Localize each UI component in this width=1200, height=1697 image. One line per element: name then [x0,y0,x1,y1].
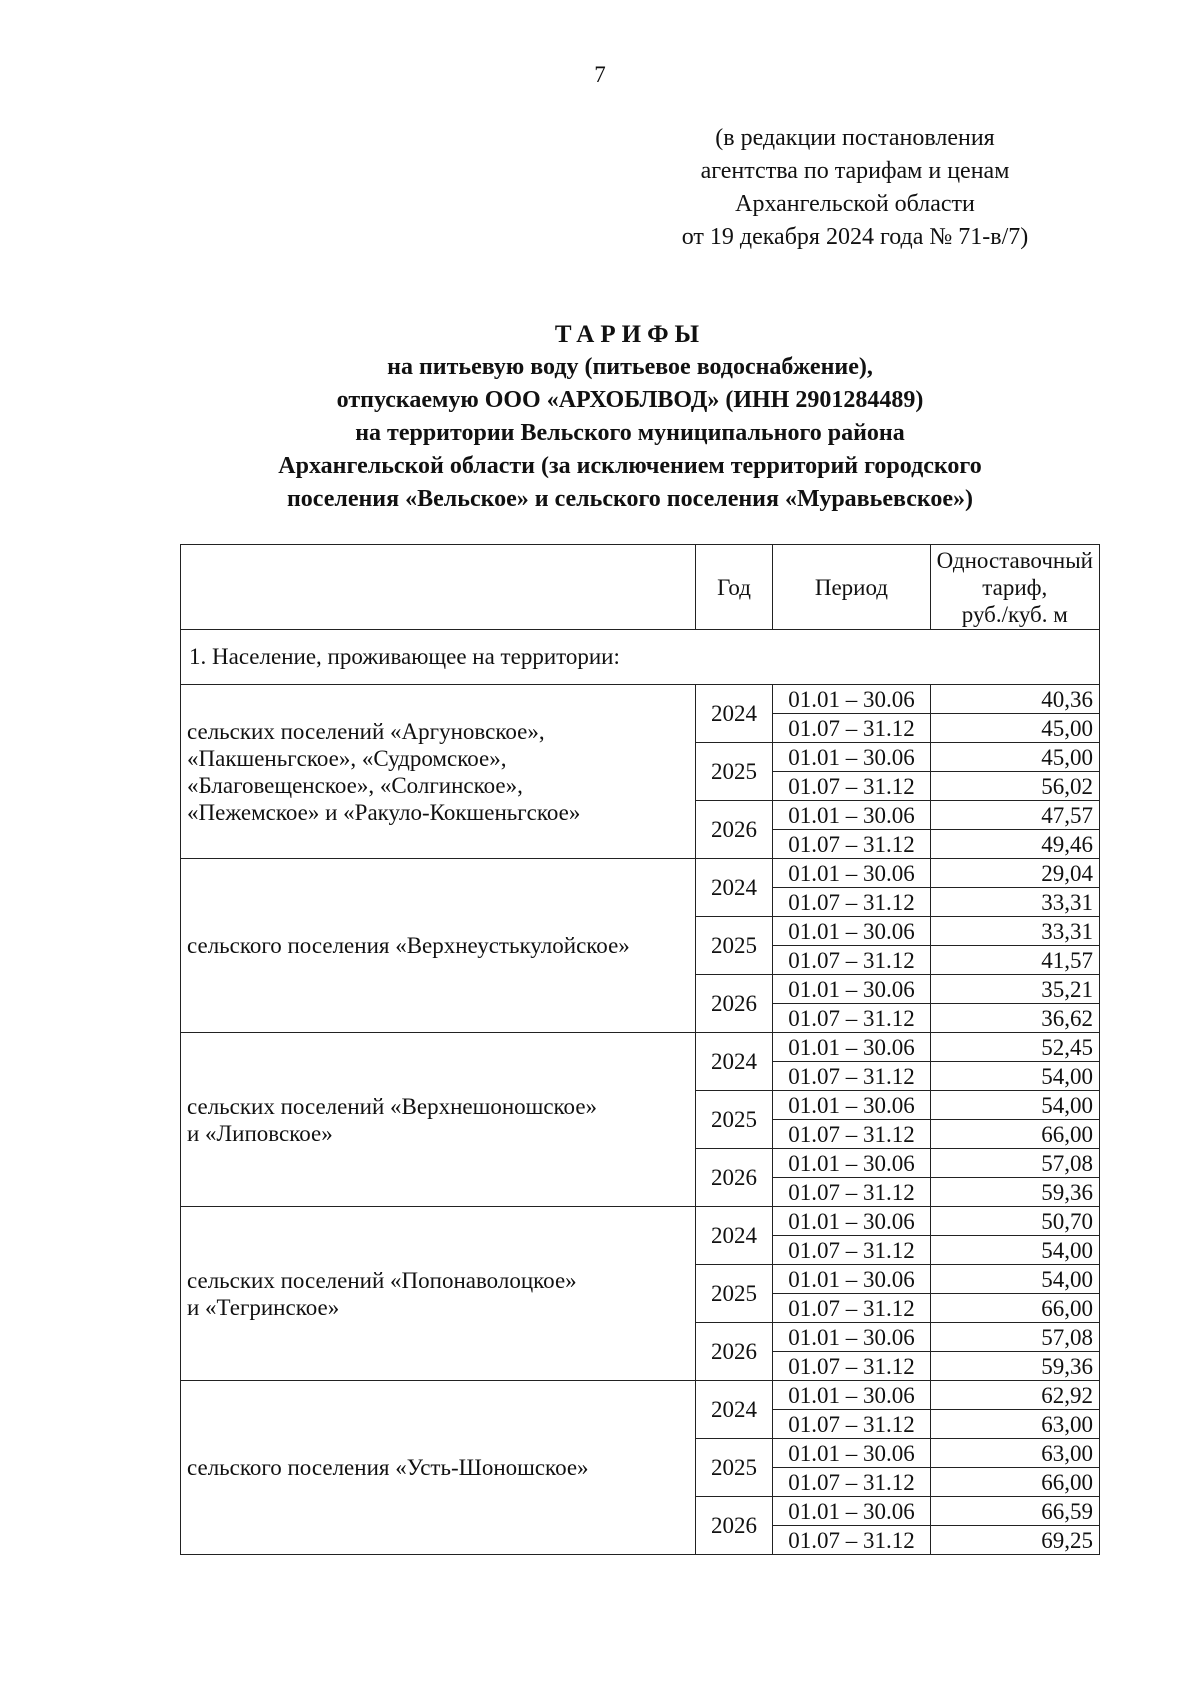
tariff-value-cell: 69,25 [930,1526,1099,1555]
title-line: отпускаемую ООО «АРХОБЛВОД» (ИНН 2901284489) [336,387,924,413]
settlement-name [181,1033,696,1207]
tariff-value-cell: 56,02 [930,772,1099,801]
period-cell: 01.01 – 30.06 [773,1033,930,1062]
tariff-value-cell: 41,57 [930,946,1099,975]
edition-line: агентства по тарифам и ценам [700,158,1010,184]
period-cell: 01.01 – 30.06 [773,1323,930,1352]
period-cell: 01.07 – 31.12 [773,1352,930,1381]
edition-line: (в редакции постановления [715,125,995,151]
settlement-name-line: сельских поселений «Аргуновское», [187,718,545,744]
period-cell: 01.01 – 30.06 [773,1091,930,1120]
settlement-name-line: и «Липовское» [187,1120,333,1146]
period-cell: 01.07 – 31.12 [773,772,930,801]
settlement-name-line: «Благовещенское», «Солгинское», [187,772,523,798]
edition-line: Архангельской области [735,191,975,217]
year-cell: 2024 [695,1381,773,1439]
period-cell: 01.01 – 30.06 [773,743,930,772]
tariff-value-cell: 47,57 [930,801,1099,830]
title-line: на территории Вельского муниципального района [355,420,905,446]
tariff-value-cell: 54,00 [930,1062,1099,1091]
settlement-name-line: «Пежемское» и «Ракуло-Кокшеньгское» [187,799,581,825]
period-cell: 01.07 – 31.12 [773,1120,930,1149]
edition-line: от 19 декабря 2024 года № 71-в/7) [681,224,1029,250]
tariff-value-cell: 54,00 [930,1091,1099,1120]
year-cell: 2025 [695,1091,773,1149]
title-line: на питьевую воду (питьевое водоснабжение), [387,354,873,380]
year-cell: 2024 [695,685,773,743]
section-label: 1. Население, проживающее на территории: [181,630,1100,685]
tariff-value-cell: 40,36 [930,685,1099,714]
tariff-value-cell: 54,00 [930,1236,1099,1265]
tariff-value-cell: 66,00 [930,1294,1099,1323]
tariff-value-cell: 49,46 [930,830,1099,859]
tariff-value-cell: 29,04 [930,859,1099,888]
period-cell: 01.07 – 31.12 [773,830,930,859]
period-cell: 01.01 – 30.06 [773,801,930,830]
table-row [181,1207,1100,1236]
settlement-name-line: сельского поселения «Усть-Шоношское» [187,1455,589,1480]
table-row [181,685,1100,714]
settlement-name-line: и «Тегринское» [187,1294,340,1320]
period-cell: 01.01 – 30.06 [773,917,930,946]
year-cell: 2026 [695,1149,773,1207]
tariff-value-cell: 36,62 [930,1004,1099,1033]
table-row [181,1033,1100,1062]
title-main: ТАРИФЫ [554,321,706,348]
title-line: Архангельской области (за исключением территорий городского [278,453,982,479]
year-cell: 2025 [695,743,773,801]
tariff-value-cell: 52,45 [930,1033,1099,1062]
edition-note [640,122,1070,254]
tariff-value-cell: 35,21 [930,975,1099,1004]
table-row [181,859,1100,888]
period-cell: 01.01 – 30.06 [773,1207,930,1236]
section-row [181,630,1100,685]
year-cell: 2025 [695,1265,773,1323]
settlement-name [181,1207,696,1381]
title-line: поселения «Вельское» и сельского поселения «Муравьевское») [286,486,974,512]
document-title [180,318,1080,516]
tariff-table [180,544,1100,1555]
settlement-name-line: сельского поселения «Верхнеустькулойское» [187,933,630,958]
tariff-value-cell: 66,00 [930,1120,1099,1149]
period-cell: 01.07 – 31.12 [773,1062,930,1091]
tariff-value-cell: 50,70 [930,1207,1099,1236]
settlement-name-line: «Пакшеньгское», «Судромское», [187,745,507,771]
year-cell: 2025 [695,917,773,975]
period-cell: 01.07 – 31.12 [773,946,930,975]
period-cell: 01.07 – 31.12 [773,1294,930,1323]
period-cell: 01.07 – 31.12 [773,1410,930,1439]
tariff-value-cell: 63,00 [930,1439,1099,1468]
period-cell: 01.01 – 30.06 [773,1497,930,1526]
period-cell: 01.01 – 30.06 [773,685,930,714]
tariff-value-cell: 59,36 [930,1178,1099,1207]
header-name [181,545,696,630]
period-cell: 01.01 – 30.06 [773,975,930,1004]
tariff-value-cell: 54,00 [930,1265,1099,1294]
settlement-name [181,685,696,859]
period-cell: 01.01 – 30.06 [773,1265,930,1294]
tariff-value-cell: 33,31 [930,888,1099,917]
year-cell: 2026 [695,975,773,1033]
year-cell: 2024 [695,859,773,917]
period-cell: 01.01 – 30.06 [773,1381,930,1410]
header-tariff [930,545,1099,630]
year-cell: 2024 [695,1207,773,1265]
period-cell: 01.07 – 31.12 [773,714,930,743]
year-cell: 2024 [695,1033,773,1091]
period-cell: 01.07 – 31.12 [773,1236,930,1265]
settlement-name [181,859,696,1033]
period-cell: 01.07 – 31.12 [773,1178,930,1207]
year-cell: 2025 [695,1439,773,1497]
year-cell: 2026 [695,1497,773,1555]
table-header-row [181,545,1100,630]
settlement-name-line: сельских поселений «Попонаволоцкое» [187,1267,577,1293]
period-cell: 01.01 – 30.06 [773,859,930,888]
period-cell: 01.07 – 31.12 [773,1004,930,1033]
tariff-value-cell: 45,00 [930,714,1099,743]
tariff-value-cell: 66,00 [930,1468,1099,1497]
page-number: 7 [594,62,606,87]
period-cell: 01.07 – 31.12 [773,1526,930,1555]
tariff-value-cell: 45,00 [930,743,1099,772]
tariff-value-cell: 57,08 [930,1149,1099,1178]
tariff-value-cell: 33,31 [930,917,1099,946]
table-row [181,1381,1100,1410]
header-tariff-line: тариф, [982,574,1048,600]
tariff-value-cell: 62,92 [930,1381,1099,1410]
settlement-name-line: сельских поселений «Верхнешоношское» [187,1093,598,1119]
header-period: Период [773,545,930,630]
period-cell: 01.07 – 31.12 [773,888,930,917]
period-cell: 01.01 – 30.06 [773,1439,930,1468]
header-tariff-line: Одноставочный [936,547,1093,573]
tariff-value-cell: 63,00 [930,1410,1099,1439]
year-cell: 2026 [695,1323,773,1381]
year-cell: 2026 [695,801,773,859]
tariff-value-cell: 59,36 [930,1352,1099,1381]
header-tariff-line: руб./куб. м [961,601,1068,627]
settlement-name [181,1381,696,1555]
tariff-value-cell: 66,59 [930,1497,1099,1526]
period-cell: 01.01 – 30.06 [773,1149,930,1178]
header-year: Год [695,545,773,630]
period-cell: 01.07 – 31.12 [773,1468,930,1497]
tariff-value-cell: 57,08 [930,1323,1099,1352]
